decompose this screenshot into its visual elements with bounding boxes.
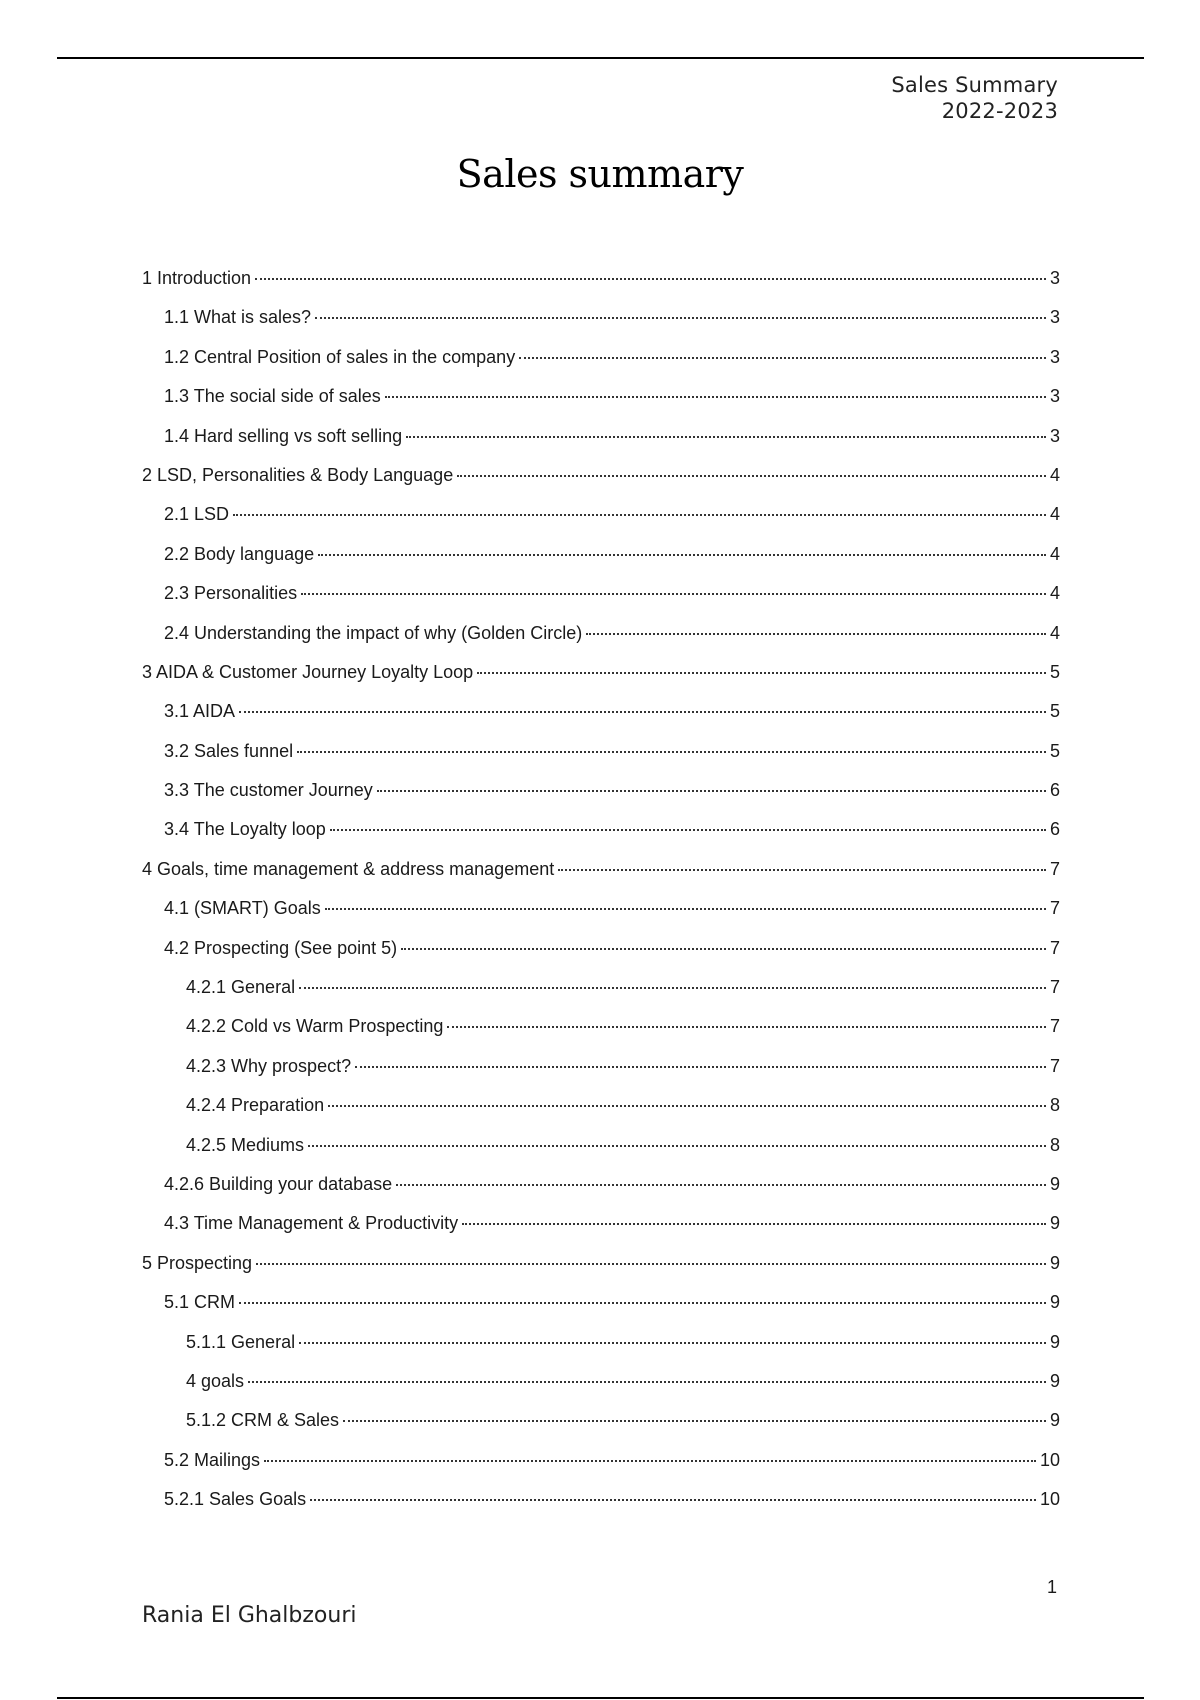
toc-entry-page: 9: [1049, 1213, 1060, 1234]
toc-entry-page: 7: [1049, 1016, 1060, 1037]
toc-dot-leader: [256, 1263, 1046, 1265]
table-of-contents: [142, 268, 1060, 1529]
header-year: 2022-2023: [941, 99, 1058, 123]
toc-entry-page: 5: [1049, 701, 1060, 722]
toc-entry-page: 9: [1049, 1252, 1060, 1273]
toc-dot-leader: [477, 672, 1046, 674]
toc-entry-label: 2.3 Personalities: [164, 583, 298, 604]
toc-entry[interactable]: [142, 819, 1060, 858]
toc-entry-page: 9: [1049, 1331, 1060, 1352]
toc-entry[interactable]: [142, 623, 1060, 662]
toc-entry-label: 1.4 Hard selling vs soft selling: [164, 425, 403, 446]
toc-dot-leader: [396, 1184, 1046, 1186]
toc-dot-leader: [299, 987, 1046, 989]
toc-entry-label: 4.2.5 Mediums: [186, 1134, 305, 1155]
toc-dot-leader: [318, 554, 1046, 556]
toc-entry-label: 1.1 What is sales?: [164, 307, 312, 328]
toc-entry-label: 4.2.3 Why prospect?: [186, 1055, 352, 1076]
toc-entry-page: 5: [1049, 661, 1060, 682]
toc-dot-leader: [377, 790, 1046, 792]
toc-entry[interactable]: [142, 1095, 1060, 1134]
toc-entry-page: 4: [1049, 543, 1060, 564]
author-name: Rania El Ghalbzouri: [142, 1603, 357, 1628]
toc-entry[interactable]: [142, 1056, 1060, 1095]
toc-entry-label: 5.1.1 General: [186, 1331, 296, 1352]
toc-entry[interactable]: [142, 1213, 1060, 1252]
toc-entry-page: 7: [1049, 937, 1060, 958]
toc-entry-page: 7: [1049, 858, 1060, 879]
toc-entry-page: 8: [1049, 1134, 1060, 1155]
toc-entry[interactable]: [142, 1371, 1060, 1410]
toc-entry-label: 3.3 The customer Journey: [164, 780, 373, 801]
toc-entry[interactable]: [142, 1292, 1060, 1331]
toc-entry-label: 2.1 LSD: [164, 504, 230, 525]
toc-entry-label: 4.3 Time Management & Productivity: [164, 1213, 459, 1234]
toc-dot-leader: [310, 1499, 1036, 1501]
toc-entry-label: 5 Prospecting: [142, 1252, 253, 1273]
toc-entry-page: 6: [1049, 819, 1060, 840]
toc-entry-label: 5.1.2 CRM & Sales: [186, 1410, 340, 1431]
toc-entry-label: 5.2.1 Sales Goals: [164, 1489, 307, 1510]
toc-entry-page: 3: [1049, 346, 1060, 367]
toc-dot-leader: [586, 633, 1046, 635]
toc-entry[interactable]: [142, 583, 1060, 622]
toc-entry-label: 4 Goals, time management & address management: [142, 858, 555, 879]
toc-entry-page: 4: [1049, 504, 1060, 525]
toc-dot-leader: [330, 829, 1046, 831]
toc-entry-label: 2.2 Body language: [164, 543, 315, 564]
toc-dot-leader: [325, 908, 1046, 910]
toc-entry-label: 4.2 Prospecting (See point 5): [164, 937, 398, 958]
toc-dot-leader: [401, 948, 1046, 950]
toc-entry-page: 3: [1049, 307, 1060, 328]
toc-dot-leader: [264, 1460, 1036, 1462]
toc-entry-page: 4: [1049, 583, 1060, 604]
toc-entry-label: 4.1 (SMART) Goals: [164, 898, 321, 919]
toc-entry-label: 3 AIDA & Customer Journey Loyalty Loop: [142, 661, 474, 682]
toc-entry[interactable]: [142, 701, 1060, 740]
toc-entry-page: 3: [1049, 425, 1060, 446]
toc-entry[interactable]: [142, 741, 1060, 780]
toc-entry[interactable]: [142, 1174, 1060, 1213]
toc-entry[interactable]: [142, 1332, 1060, 1371]
toc-entry-page: 5: [1049, 740, 1060, 761]
toc-dot-leader: [233, 514, 1046, 516]
toc-dot-leader: [406, 436, 1046, 438]
toc-dot-leader: [447, 1026, 1046, 1028]
toc-entry[interactable]: [142, 1253, 1060, 1292]
toc-entry[interactable]: [142, 938, 1060, 977]
toc-dot-leader: [299, 1342, 1046, 1344]
toc-entry[interactable]: [142, 859, 1060, 898]
toc-dot-leader: [343, 1420, 1046, 1422]
toc-entry[interactable]: [142, 1135, 1060, 1174]
footer-rule: [57, 1697, 1144, 1699]
toc-entry-page: 10: [1039, 1489, 1060, 1510]
page-number: 1: [1046, 1577, 1057, 1597]
toc-entry-page: 3: [1049, 386, 1060, 407]
toc-entry[interactable]: [142, 504, 1060, 543]
toc-entry[interactable]: [142, 1016, 1060, 1055]
toc-dot-leader: [328, 1105, 1046, 1107]
toc-entry-label: 1.3 The social side of sales: [164, 386, 381, 407]
toc-entry-page: 10: [1039, 1449, 1060, 1470]
toc-entry-label: 4.2.6 Building your database: [164, 1173, 393, 1194]
toc-entry-page: 3: [1049, 268, 1060, 288]
toc-entry-label: 3.4 The Loyalty loop: [164, 819, 326, 840]
toc-dot-leader: [297, 751, 1046, 753]
toc-entry-page: 8: [1049, 1095, 1060, 1116]
toc-entry[interactable]: [142, 1489, 1060, 1528]
toc-entry-label: 3.1 AIDA: [164, 701, 236, 722]
toc-entry-page: 6: [1049, 780, 1060, 801]
toc-dot-leader: [255, 278, 1046, 280]
toc-entry-label: 4.2.1 General: [186, 977, 296, 998]
toc-entry-label: 3.2 Sales funnel: [164, 740, 294, 761]
toc-dot-leader: [355, 1066, 1046, 1068]
toc-entry[interactable]: [142, 544, 1060, 583]
toc-entry[interactable]: [142, 426, 1060, 465]
toc-dot-leader: [308, 1145, 1046, 1147]
toc-entry-page: 9: [1049, 1292, 1060, 1313]
header-doc-name: Sales Summary: [891, 73, 1058, 97]
toc-entry-label: 4.2.4 Preparation: [186, 1095, 325, 1116]
toc-entry-label: 2.4 Understanding the impact of why (Golden Circle): [164, 622, 583, 643]
toc-entry-label: 4 goals: [186, 1370, 245, 1391]
toc-entry-page: 4: [1049, 464, 1060, 485]
toc-dot-leader: [519, 357, 1046, 359]
toc-dot-leader: [239, 711, 1046, 713]
toc-entry[interactable]: [142, 307, 1060, 346]
header-rule: [57, 57, 1144, 59]
toc-entry-page: 7: [1049, 977, 1060, 998]
toc-entry-page: 9: [1049, 1173, 1060, 1194]
toc-entry-page: 9: [1049, 1370, 1060, 1391]
toc-dot-leader: [239, 1302, 1046, 1304]
toc-entry-label: 5.2 Mailings: [164, 1449, 261, 1470]
toc-entry[interactable]: [142, 780, 1060, 819]
toc-entry-label: 1 Introduction: [142, 268, 252, 288]
toc-entry-label: 1.2 Central Position of sales in the company: [164, 346, 516, 367]
toc-entry-page: 7: [1049, 898, 1060, 919]
toc-entry-page: 7: [1049, 1055, 1060, 1076]
toc-entry[interactable]: [142, 1410, 1060, 1449]
toc-dot-leader: [301, 593, 1046, 595]
toc-dot-leader: [315, 317, 1046, 319]
toc-dot-leader: [558, 869, 1046, 871]
toc-entry[interactable]: [142, 465, 1060, 504]
running-header: [891, 72, 1058, 124]
toc-dot-leader: [457, 475, 1046, 477]
toc-entry[interactable]: [142, 347, 1060, 386]
toc-entry[interactable]: [142, 898, 1060, 937]
toc-entry[interactable]: [142, 662, 1060, 701]
toc-entry[interactable]: [142, 386, 1060, 425]
toc-entry[interactable]: [142, 1450, 1060, 1489]
toc-entry-page: 9: [1049, 1410, 1060, 1431]
toc-dot-leader: [462, 1223, 1046, 1225]
toc-entry-label: 2 LSD, Personalities & Body Language: [142, 464, 454, 485]
toc-entry-page: 4: [1049, 622, 1060, 643]
toc-entry[interactable]: [142, 268, 1060, 307]
toc-entry-label: 4.2.2 Cold vs Warm Prospecting: [186, 1016, 444, 1037]
toc-entry[interactable]: [142, 977, 1060, 1016]
toc-entry-label: 5.1 CRM: [164, 1292, 236, 1313]
toc-dot-leader: [248, 1381, 1046, 1383]
document-title: Sales summary: [456, 152, 744, 196]
toc-dot-leader: [385, 396, 1046, 398]
